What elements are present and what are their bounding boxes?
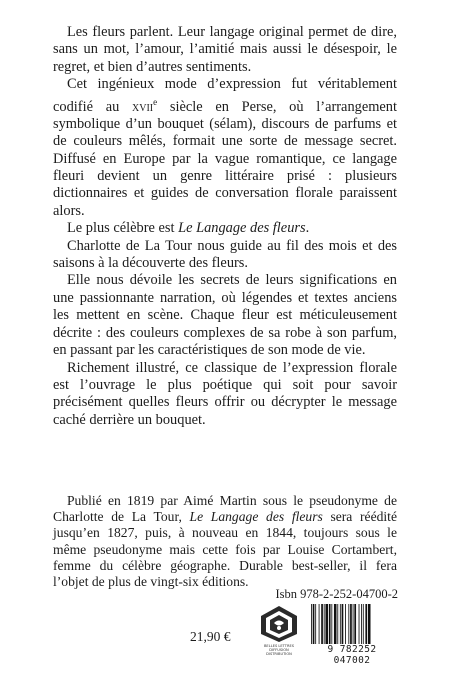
blurb-paragraph-6: Richement illustré, ce classique de l’expression florale est l’ouvrage le plus poétique qui soit pour savoir précisément quelles fleurs offrir ou décrypter le message caché derrière un bouquet. [53, 359, 397, 428]
blurb-paragraph-3: Le plus célèbre est Le Langage des fleurs. [67, 220, 310, 237]
book-title: Le Langage des fleurs [189, 509, 323, 525]
barcode [307, 604, 397, 666]
publisher-logo [257, 604, 301, 658]
barcode-bars [307, 604, 397, 646]
blurb-paragraph-1: Les fleurs parlent. Leur langage original permet de dire, sans un mot, l’amour, l’amitié mais aussi le désespoir, le regret, et bien d’autres sentiments. [53, 24, 397, 75]
book-title: Le Langage des fleurs [178, 220, 306, 237]
publisher-emblem-icon [257, 604, 301, 644]
century-superscript: e [153, 96, 158, 107]
price: 21,90 € [190, 629, 231, 644]
publisher-caption: BELLES LETTRES DIFFUSION DISTRIBUTION [263, 644, 295, 656]
blurb [53, 24, 397, 429]
barcode-number: 9 782252 047002 [307, 644, 397, 666]
century-numeral: xvii [132, 98, 154, 115]
blurb-paragraph-2: Cet ingénieux mode d’expression fut véritablement codifié au xvii$^e$ siècle en Perse, où l’arrangement symbolique d’un bouquet (sélam), discours de parfums et de couleurs mêlés, formait une sorte de message secret. Diffusé en Europe par la vague romantique, ce langage fleuri devient un genre littéraire prisé : plusieurs dictionnaires et guides de conversation florale paraissent alors. [53, 76, 397, 219]
isbn: Isbn 978-2-252-04700-2 [275, 587, 398, 601]
publication-note: Publié en 1819 par Aimé Martin sous le pseudonyme de Charlotte de La Tour, Le Langage des fleurs sera réédité jusqu’en 1827, puis, à nouveau en 1844, toujours sous le même pseudonyme mais cette fois par Louise Cortambert, femme du célèbre géographe. Durable best-seller, il fera l’objet de plus de vingt-six éditions. [53, 493, 397, 590]
blurb-paragraph-5: Elle nous dévoile les secrets de leurs significations en une passionnante narration, où légendes et textes anciens les mettent en scène. Chaque fleur est méticuleusement décrite : des couleurs complexes de sa robe à son parfum, en passant par les caractéristiques de son mode de vie. [53, 272, 397, 359]
blurb-paragraph-4: Charlotte de La Tour nous guide au fil des mois et des saisons à la découverte des fleurs. [53, 237, 397, 272]
